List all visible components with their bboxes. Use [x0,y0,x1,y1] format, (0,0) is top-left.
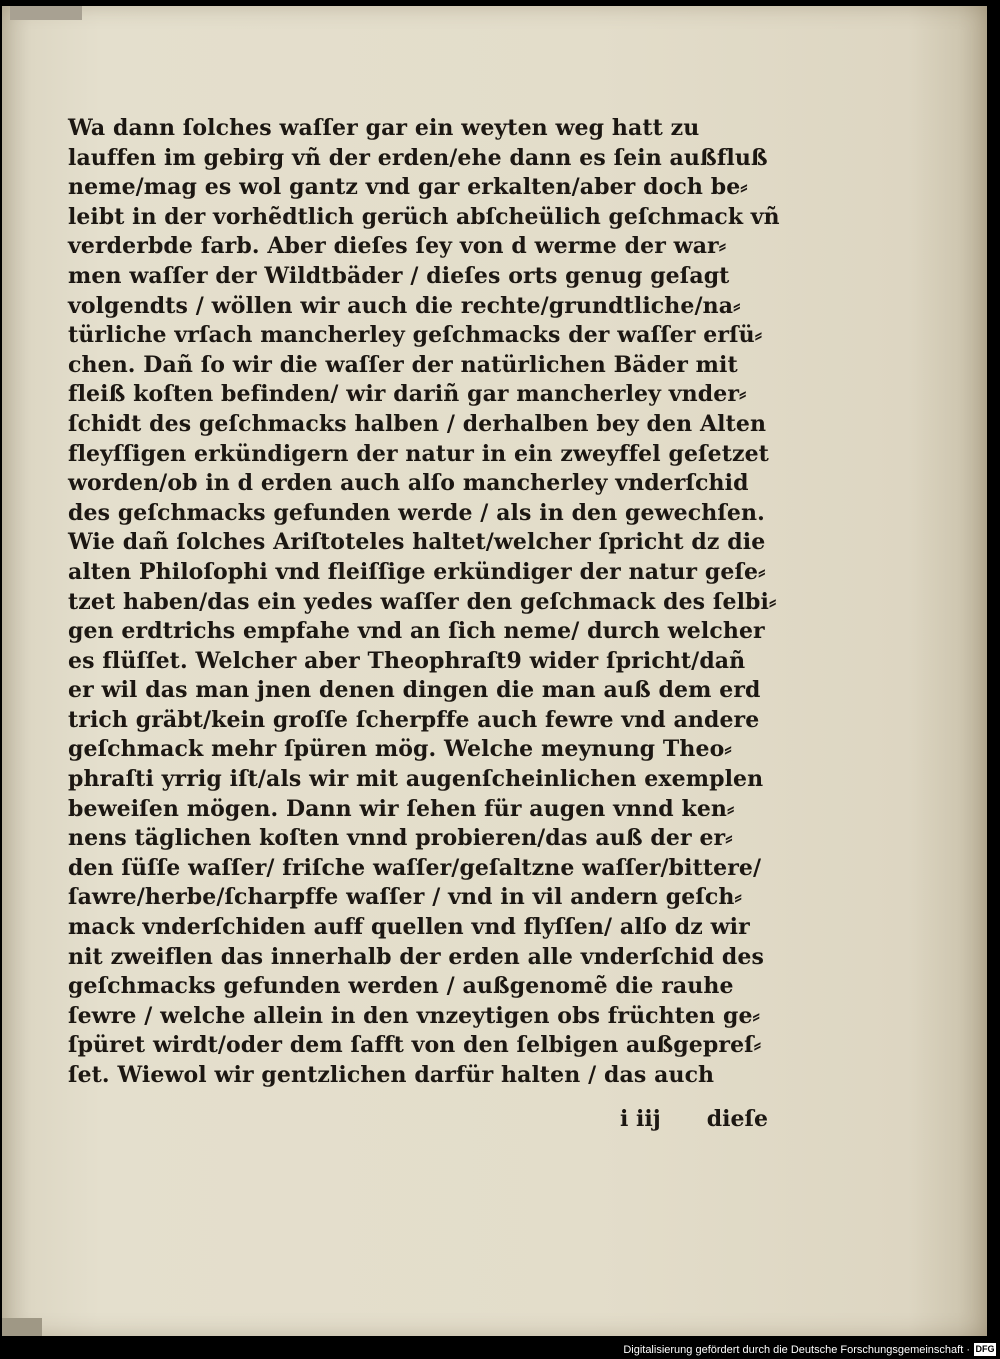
text-line: fleiß koſten befinden/ wir dariñ gar mancherley vnder⸗ [68,381,747,408]
text-line: nens täglichen koſten vnnd probieren/das auß der er⸗ [68,825,733,852]
text-line: des geſchmacks gefunden werde / als in den gewechſen. [68,499,765,526]
footer-bar [0,1339,1000,1359]
catchword: dieſe [706,1106,768,1132]
text-line: verderbde farb. Aber dieſes ſey von d werme der war⸗ [68,233,727,260]
text-line: phraſti yrrig iſt/als wir mit augenſcheinlichen exemplen [68,766,764,793]
text-line: ſewre / welche allein in den vnzeytigen obs früchten ge⸗ [68,1002,760,1029]
text-line: volgendts / wöllen wir auch die rechte/grundtliche/na⸗ [68,292,741,319]
text-line: es flüſſet. Welcher aber Theophraſt9 wider ſpricht/dañ [68,647,746,674]
text-line: lauffen im gebirg vñ der erden/ehe dann es ſein außfluß [68,144,768,171]
body-text [68,114,780,1091]
page-edge-top [10,6,82,20]
text-line: ſawre/herbe/ſcharpffe waſſer / vnd in vil andern geſch⸗ [68,884,742,911]
page-edge-bottom [2,1318,42,1336]
text-line: alten Philoſophi vnd fleiſſige erkündiger der natur geſe⸗ [68,558,766,585]
footer-credit: Digitalisierung gefördert durch die Deutsche Forschungsgemeinschaft · [623,1344,970,1356]
text-line: chen. Dañ ſo wir die waſſer der natürlichen Bäder mit [68,351,738,378]
text-line: den ſüſſe waſſer/ friſche waſſer/geſaltzne waſſer/bittere/ [68,854,762,881]
text-line: ſpüret wirdt/oder dem ſafft von den ſelbigen außgepreſ⸗ [68,1032,762,1059]
dfg-logo: DFG [975,1344,995,1354]
text-line: er wil das man jnen denen dingen die man auß dem erd [68,677,761,704]
text-line: geſchmacks gefunden werden / außgenomẽ die rauhe [68,973,734,1000]
text-line: trich gräbt/kein groſſe ſcherpffe auch fewre vnd andere [68,706,760,733]
text-line: fleyſſigen erkündigern der natur in ein zweyffel geſetzet [68,440,769,467]
signature-mark: i iij [620,1106,661,1132]
text-line: Wie dañ ſolches Ariſtoteles haltet/welcher ſpricht dz die [68,529,766,556]
page-catchline [68,1104,780,1134]
text-line: leibt in der vorhẽdtlich gerüch abſcheülich geſchmack vñ [68,203,780,230]
book-page-scan [2,6,987,1336]
text-line: Wa dann ſolches waſſer gar ein weyten weg hatt zu [68,115,700,141]
text-line: men waſſer der Wildtbäder / dieſes orts genug geſagt [68,262,730,289]
text-line: beweiſen mögen. Dann wir ſehen für augen vnnd ken⸗ [68,795,735,822]
text-line: türliche vrſach mancherley geſchmacks der waſſer erſü⸗ [68,322,763,349]
text-line: ſet. Wiewol wir gentzlichen darfür halten / das auch [68,1062,715,1088]
text-line: tzet haben/das ein yedes waſſer den geſchmack des ſelbi⸗ [68,588,777,615]
text-line: worden/ob in d erden auch alſo mancherley vnderſchid [68,470,749,497]
text-line: geſchmack mehr ſpüren mög. Welche meynung Theo⸗ [68,736,732,763]
text-line: ſchidt des geſchmacks halben / derhalben bey den Alten [68,410,767,437]
text-line: nit zweiflen das innerhalb der erden alle vnderſchid des [68,943,764,970]
text-line: gen erdtrichs empfahe vnd an ſich neme/ durch welcher [68,618,765,645]
text-line: mack vnderſchiden auff quellen vnd flyſſen/ alſo dz wir [68,914,750,941]
text-line: neme/mag es wol gantz vnd gar erkalten/aber doch be⸗ [68,174,748,201]
